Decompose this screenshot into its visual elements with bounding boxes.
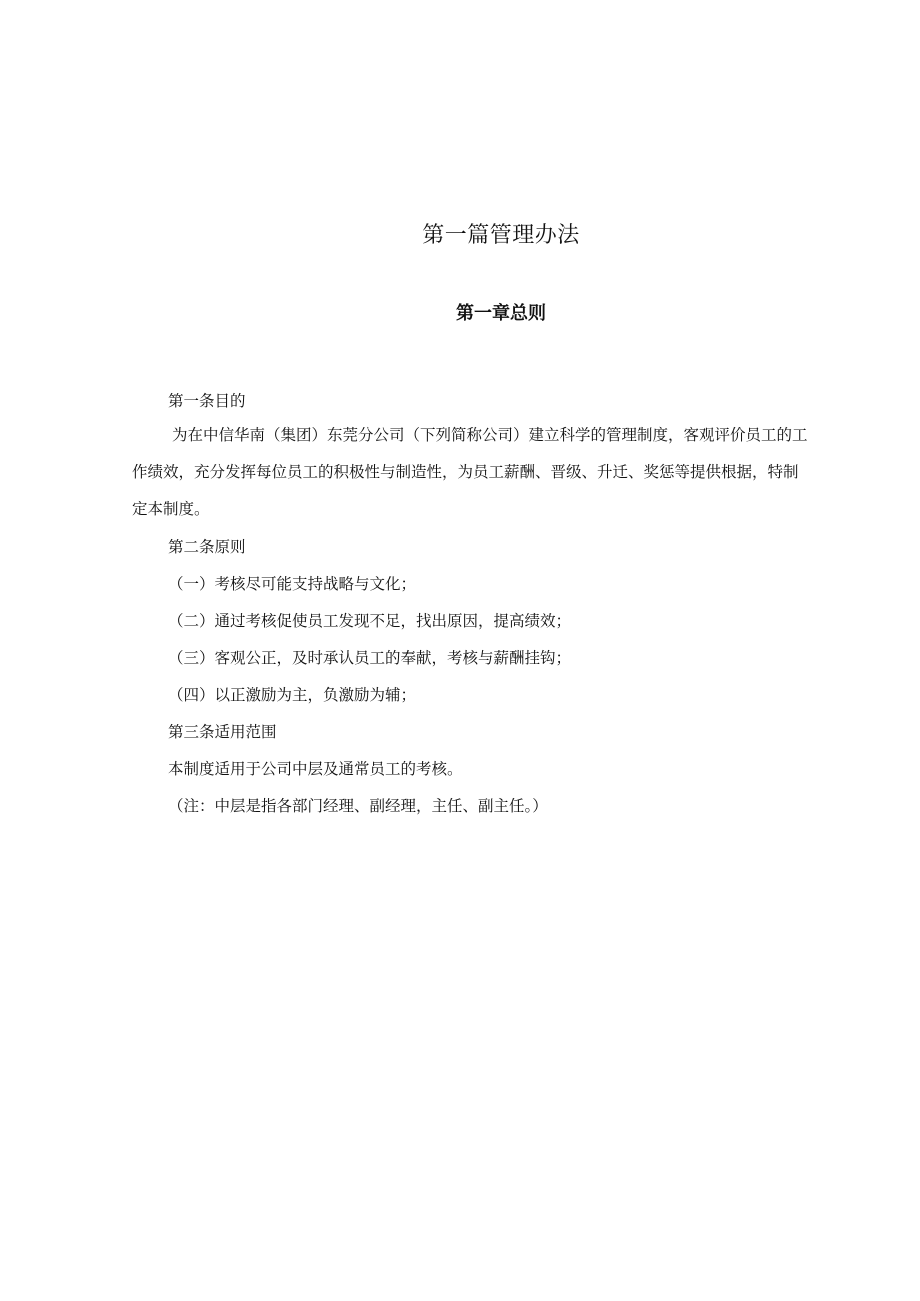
principle-item: （二）通过考核促使员工发现不足，找出原因，提高绩效；	[168, 612, 572, 630]
chapter-title: 第一章总则	[456, 303, 546, 324]
scope-text: 本制度适用于公司中层及通常员工的考核。	[168, 760, 463, 778]
article1-heading	[168, 383, 868, 420]
principle-item: （一）考核尽可能支持战略与文化；	[168, 575, 417, 593]
paragraph-line: 作绩效，充分发挥每位员工的积极性与制造性，为员工薪酬、晋级、升迁、奖惩等提供根据，特制	[132, 463, 799, 481]
principle-item: （三）客观公正，及时承认员工的奉献，考核与薪酬挂钩；	[168, 649, 572, 667]
article2-section	[168, 529, 868, 825]
paragraph-line: 定本制度。	[132, 500, 210, 518]
part-title: 第一篇管理办法	[422, 223, 580, 248]
article-heading: 第二条原则	[168, 538, 246, 556]
article-heading: 第三条适用范围	[168, 723, 277, 741]
scope-note: （注：中层是指各部门经理、副经理，主任、副主任。）	[168, 797, 548, 815]
article-heading: 第一条目的	[168, 392, 246, 410]
article1-paragraph	[132, 417, 868, 528]
principle-item: （四）以正激励为主，负激励为辅；	[168, 686, 417, 704]
paragraph-line: 为在中信华南（集团）东莞分公司（下列简称公司）建立科学的管理制度，客观评价员工的工	[172, 426, 808, 444]
